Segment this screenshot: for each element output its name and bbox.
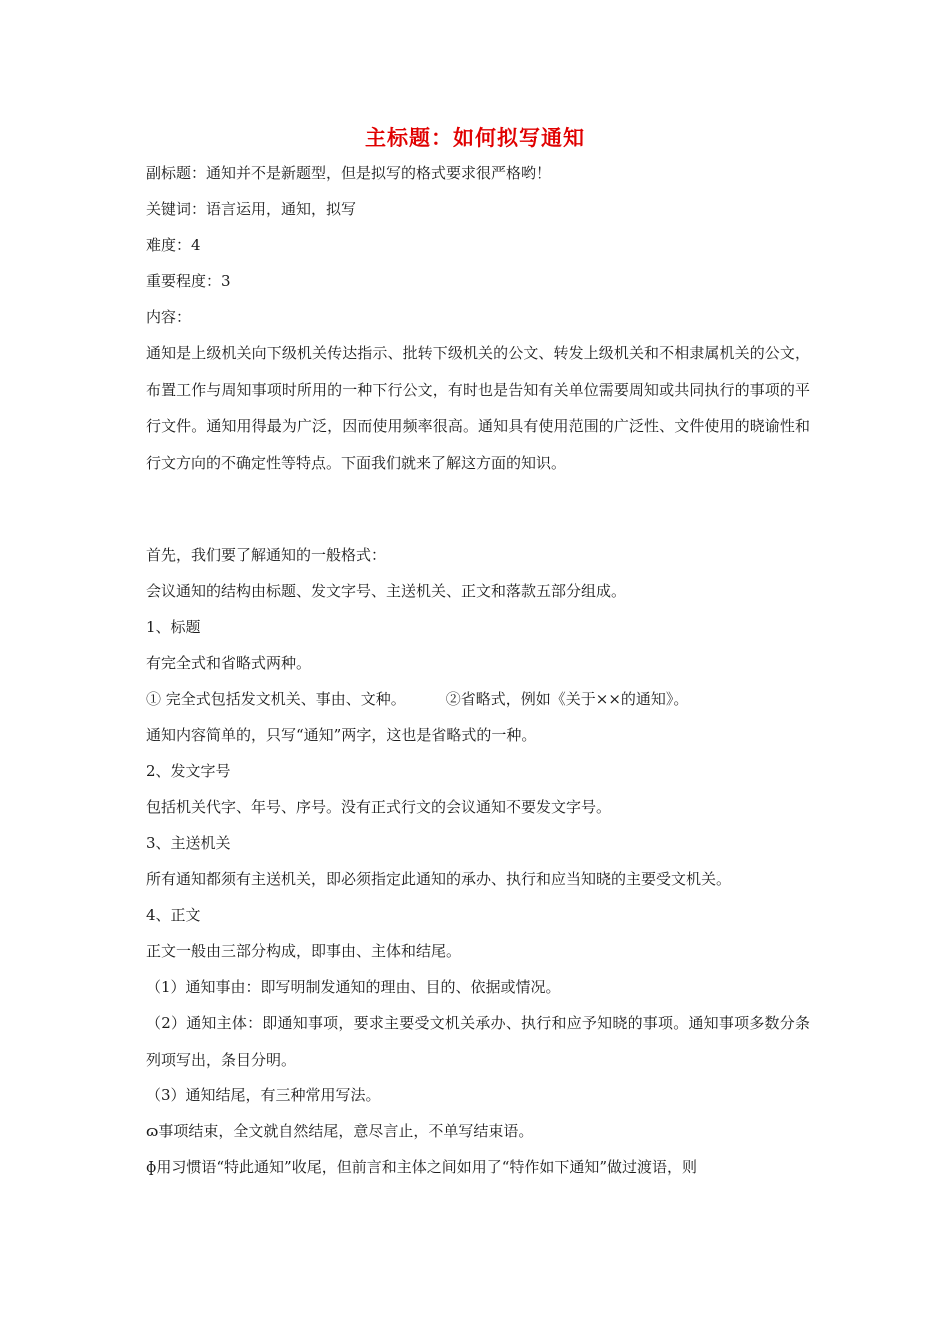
importance-line: 重要程度：3 [146,272,231,290]
structure-line: 会议通知的结构由标题、发文字号、主送机关、正文和落款五部分组成。 [146,582,627,600]
difficulty-line: 难度：4 [146,236,201,254]
section-1-options [146,689,688,709]
main-title: 主标题：如何拟写通知 [365,126,585,150]
section-2-heading: 2、发文字号 [146,762,231,780]
section-4-body: （2）通知主体：即通知事项，要求主要受文机关承办、执行和应予知晓的事项。通知事项多数分条列项写出，条目分明。 [146,1014,810,1069]
section-1-text: 有完全式和省略式两种。 [146,654,312,672]
section-4-ending: （3）通知结尾，有三种常用写法。 [146,1086,381,1104]
section-4-reason: （1）通知事由：即写明制发通知的理由、目的、依据或情况。 [146,978,561,996]
short-form-option: ②省略式，例如《关于××的通知》。 [445,690,689,708]
format-intro-line: 首先，我们要了解通知的一般格式： [146,546,387,564]
intro-paragraph: 通知是上级机关向下级机关传达指示、批转下级机关的公文、转发上级机关和不相隶属机关的公文，布置工作与周知事项时所用的一种下行公文，有时也是告知有关单位需要周知或共同执行的事项的平行文件。通知用得最为广泛，因而使用频率很高。通知具有使用范围的广泛性、文件使用的晓谕性和行文方向的不确定性等特点。下面我们就来了解这方面的知识。 [146,344,810,472]
ending-method-2: ɸ用习惯语“特此通知”收尾，但前言和主体之间如用了“特作如下通知”做过渡语，则 [146,1158,698,1176]
section-1-heading: 1、标题 [146,618,201,636]
section-4-heading: 4、正文 [146,906,201,924]
subtitle: 副标题：通知并不是新题型，但是拟写的格式要求很严格哟！ [146,164,552,182]
section-4-text: 正文一般由三部分构成，即事由、主体和结尾。 [146,942,462,960]
full-form-option: ① 完全式包括发文机关、事由、文种。 [146,690,406,708]
section-2-text: 包括机关代字、年号、序号。没有正式行文的会议通知不要发文字号。 [146,798,612,816]
section-3-text: 所有通知都须有主送机关，即必须指定此通知的承办、执行和应当知晓的主要受文机关。 [146,870,732,888]
section-1-note: 通知内容简单的，只写“通知”两字，这也是省略式的一种。 [146,726,537,744]
section-3-heading: 3、主送机关 [146,834,231,852]
content-label: 内容： [146,308,192,326]
ending-method-1: ɷ事项结束，全文就自然结尾，意尽言止，不单写结束语。 [146,1122,534,1140]
keywords-line: 关键词：语言运用，通知，拟写 [146,200,357,218]
